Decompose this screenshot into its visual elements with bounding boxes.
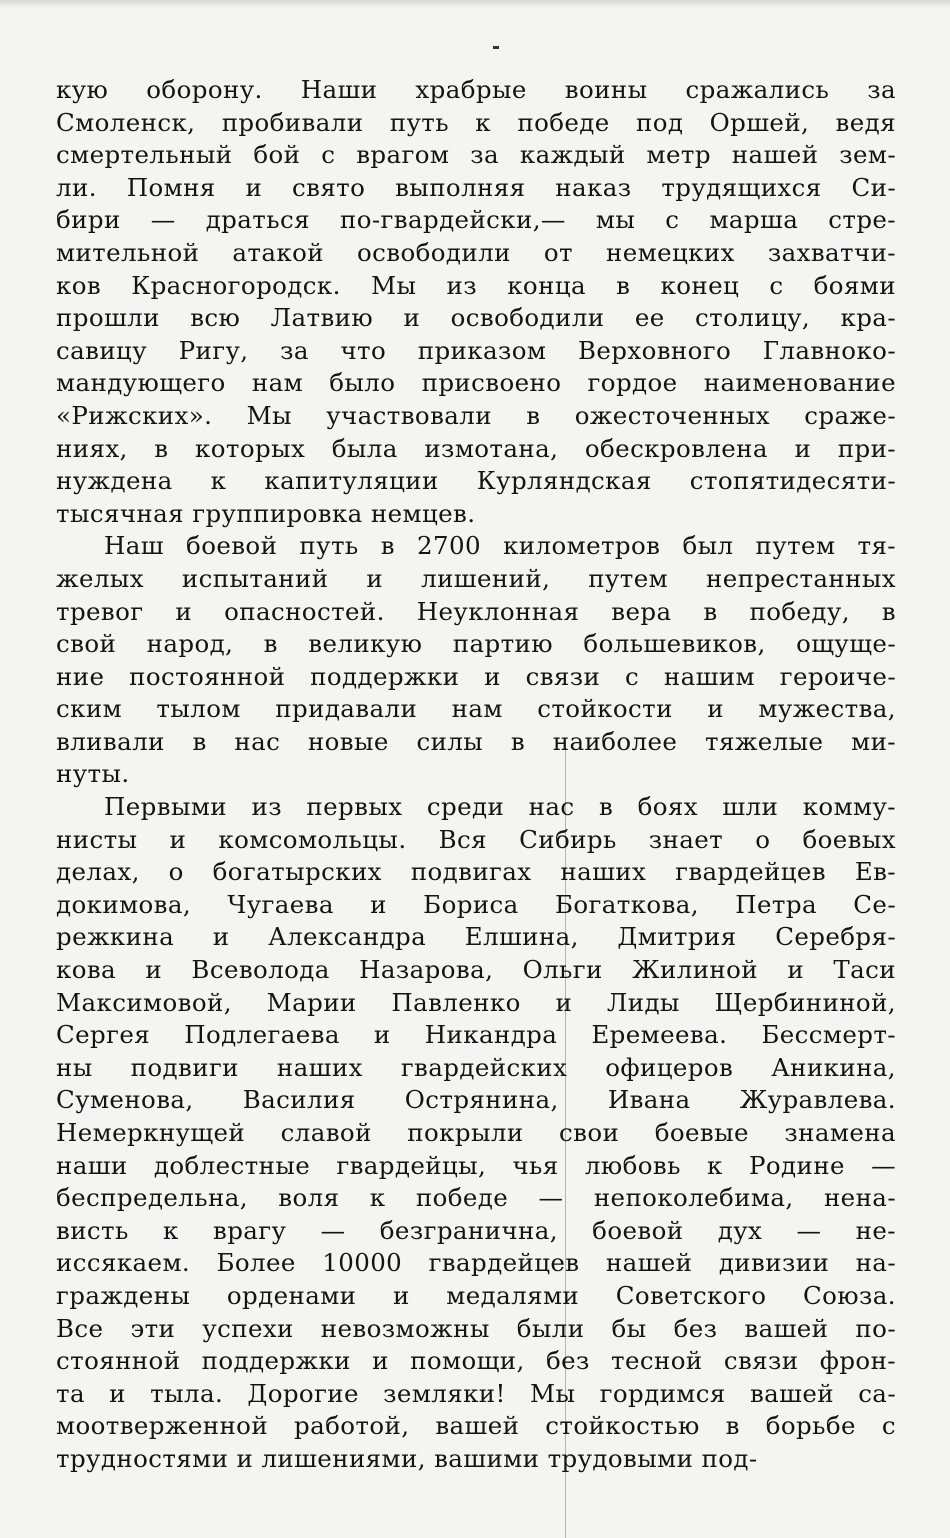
text-line: мандующего нам было присвоено гордое наименование xyxy=(56,368,896,398)
paragraph-3 xyxy=(56,791,896,1475)
text-line: стоянной поддержки и помощи, без тесной связи фрон- xyxy=(56,1346,896,1376)
text-line: ским тылом придавали нам стойкости и мужества, xyxy=(56,694,896,724)
text-line: бири — драться по-гвардейски,— мы с марша стре- xyxy=(56,205,896,235)
text-line: режкина и Александра Елшина, Дмитрия Серебря- xyxy=(56,922,896,952)
text-line: нуты. xyxy=(56,759,130,789)
text-line: трудностями и лишениями, вашими трудовыми под- xyxy=(56,1443,758,1473)
text-line: Смоленск, пробивали путь к победе под Оршей, ведя xyxy=(56,107,896,137)
print-mark xyxy=(493,46,499,49)
text-line: Наш боевой путь в 2700 километров был путем тя- xyxy=(104,531,896,561)
text-line: Немеркнущей славой покрыли свои боевые знамена xyxy=(56,1118,896,1147)
text-line: иссякаем. Более 10000 гвардейцев нашей дивизии на- xyxy=(56,1248,896,1278)
text-line: докимова, Чугаева и Бориса Богаткова, Петра Се- xyxy=(56,889,896,919)
text-line: моотверженной работой, вашей стойкостью в борьбе с xyxy=(56,1411,896,1441)
text-line: ли. Помня и свято выполняя наказ трудящихся Си- xyxy=(56,172,896,202)
text-line: прошли всю Латвию и освободили ее столицу, кра- xyxy=(56,303,896,333)
text-line: граждены орденами и медалями Советского Союза. xyxy=(56,1280,896,1310)
text-line: «Рижских». Мы участвовали в ожесточенных сраже- xyxy=(56,400,896,430)
text-line: наши доблестные гвардейцы, чья любовь к Родине — xyxy=(56,1150,896,1180)
text-line: Максимовой, Марии Павленко и Лиды Щербининой, xyxy=(56,987,896,1017)
text-line: тревог и опасностей. Неуклонная вера в победу, в xyxy=(56,596,896,626)
text-line: беспредельна, воля к победе — непоколебима, нена- xyxy=(56,1183,896,1213)
text-line: кую оборону. Наши храбрые воины сражались за xyxy=(56,75,896,104)
text-line: желых испытаний и лишений, путем непрестанных xyxy=(56,563,896,593)
text-line: Все эти успехи невозможны были бы без вашей по- xyxy=(56,1313,896,1343)
text-line: кова и Всеволода Назарова, Ольги Жилиной и Таси xyxy=(56,955,896,985)
page-top-shadow xyxy=(0,0,950,8)
text-line: висть к врагу — безгранична, боевой дух — не- xyxy=(56,1215,896,1245)
article-text xyxy=(56,74,896,1476)
text-line: нуждена к капитуляции Курляндская стопятидесяти- xyxy=(56,466,896,496)
text-line: смертельный бой с врагом за каждый метр нашей зем- xyxy=(56,140,896,170)
text-line: Суменова, Василия Острянина, Ивана Журавлева. xyxy=(56,1085,896,1115)
text-line: ны подвиги наших гвардейских офицеров Аникина, xyxy=(56,1052,896,1082)
text-line: савицу Ригу, за что приказом Верховного Главноко- xyxy=(56,335,896,365)
text-line: ков Красногородск. Мы из конца в конец с боями xyxy=(56,270,896,300)
text-line: свой народ, в великую партию большевиков, ощуще- xyxy=(56,629,896,659)
text-line: ниях, в которых была измотана, обескровлена и при- xyxy=(56,433,896,463)
text-line: нисты и комсомольцы. Вся Сибирь знает о боевых xyxy=(56,824,896,854)
text-line: тысячная группировка немцев. xyxy=(56,498,476,528)
paragraph-2 xyxy=(56,530,896,791)
text-line: делах, о богатырских подвигах наших гвардейцев Ев- xyxy=(56,857,896,887)
text-line: вливали в нас новые силы в наиболее тяжелые ми- xyxy=(56,726,896,756)
text-line: мительной атакой освободили от немецких захватчи- xyxy=(56,237,896,267)
text-line: та и тыла. Дорогие земляки! Мы гордимся вашей са- xyxy=(56,1378,896,1408)
text-line: Сергея Подлегаева и Никандра Еремеева. Бессмерт- xyxy=(56,1020,896,1050)
text-line: Первыми из первых среди нас в боях шли комму- xyxy=(104,792,896,822)
paragraph-1 xyxy=(56,74,896,530)
text-line: ние постоянной поддержки и связи с нашим героиче- xyxy=(56,661,896,691)
